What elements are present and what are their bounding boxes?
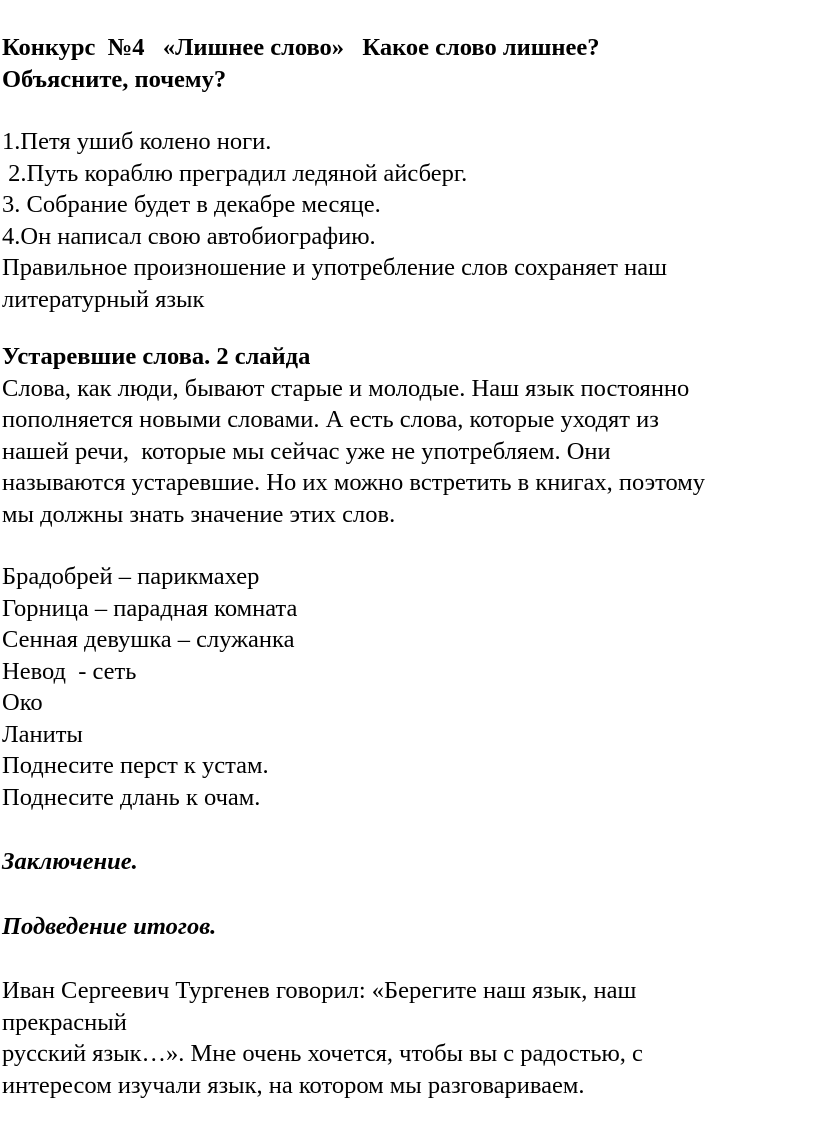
word-item: Брадобрей – парикмахер xyxy=(2,563,260,590)
archaic-paragraph xyxy=(2,373,814,531)
contest-heading-line-1: Конкурс №4 «Лишнее слово» Какое слово лишнее? xyxy=(2,34,600,61)
archaic-word-list xyxy=(2,561,814,813)
spacer xyxy=(2,878,814,911)
paragraph-line: нашей речи, которые мы сейчас уже не употребляем. Они xyxy=(2,437,611,465)
sentence-item: 1.Петя ушиб колено ноги. xyxy=(2,128,272,155)
sentence-item: 2.Путь кораблю преградил ледяной айсберг. xyxy=(2,159,468,187)
paragraph-line: мы должны знать значение этих слов. xyxy=(2,500,396,528)
note-paragraph xyxy=(2,252,814,315)
note-line: литературный язык xyxy=(2,285,205,313)
contest-heading-line-2: Объясните, почему? xyxy=(2,65,227,93)
sentence-list xyxy=(2,126,814,252)
word-item: Поднесите перст к устам. xyxy=(2,752,269,779)
note-line: Правильное произношение и употребление слов сохраняет наш xyxy=(2,254,667,281)
closing-line: интересом изучали язык, на котором мы разговариваем. xyxy=(2,1071,585,1099)
sentence-item: 3. Собрание будет в декабре месяце. xyxy=(2,191,381,218)
word-item: Ланиты xyxy=(2,720,83,748)
spacer xyxy=(2,942,814,975)
closing-line: прекрасный xyxy=(2,1008,127,1036)
word-item: Сенная девушка – служанка xyxy=(2,626,295,653)
spacer xyxy=(2,95,814,126)
word-item: Невод - сеть xyxy=(2,657,137,685)
paragraph-line: называются устаревшие. Но их можно встретить в книгах, поэтому xyxy=(2,469,705,496)
paragraph-line: пополняется новыми словами. А есть слова, которые уходят из xyxy=(2,406,659,433)
word-item: Око xyxy=(2,689,43,716)
closing-paragraph xyxy=(2,975,814,1101)
archaic-heading: Устаревшие слова. 2 слайда xyxy=(2,343,311,370)
closing-line: Иван Сергеевич Тургенев говорил: «Берегите наш язык, наш xyxy=(2,977,637,1004)
spacer xyxy=(2,813,814,846)
summary-heading: Подведение итогов. xyxy=(2,912,217,940)
word-item: Горница – парадная комната xyxy=(2,594,298,622)
document-page xyxy=(2,32,814,1101)
sentence-item: 4.Он написал свою автобиографию. xyxy=(2,222,376,250)
word-item: Поднесите длань к очам. xyxy=(2,783,261,811)
conclusion-heading: Заключение. xyxy=(2,848,138,875)
paragraph-line: Слова, как люди, бывают старые и молодые. Наш язык постоянно xyxy=(2,374,690,402)
spacer xyxy=(2,530,814,561)
closing-line: русский язык…». Мне очень хочется, чтобы вы с радостью, с xyxy=(2,1040,643,1067)
spacer xyxy=(2,315,814,341)
